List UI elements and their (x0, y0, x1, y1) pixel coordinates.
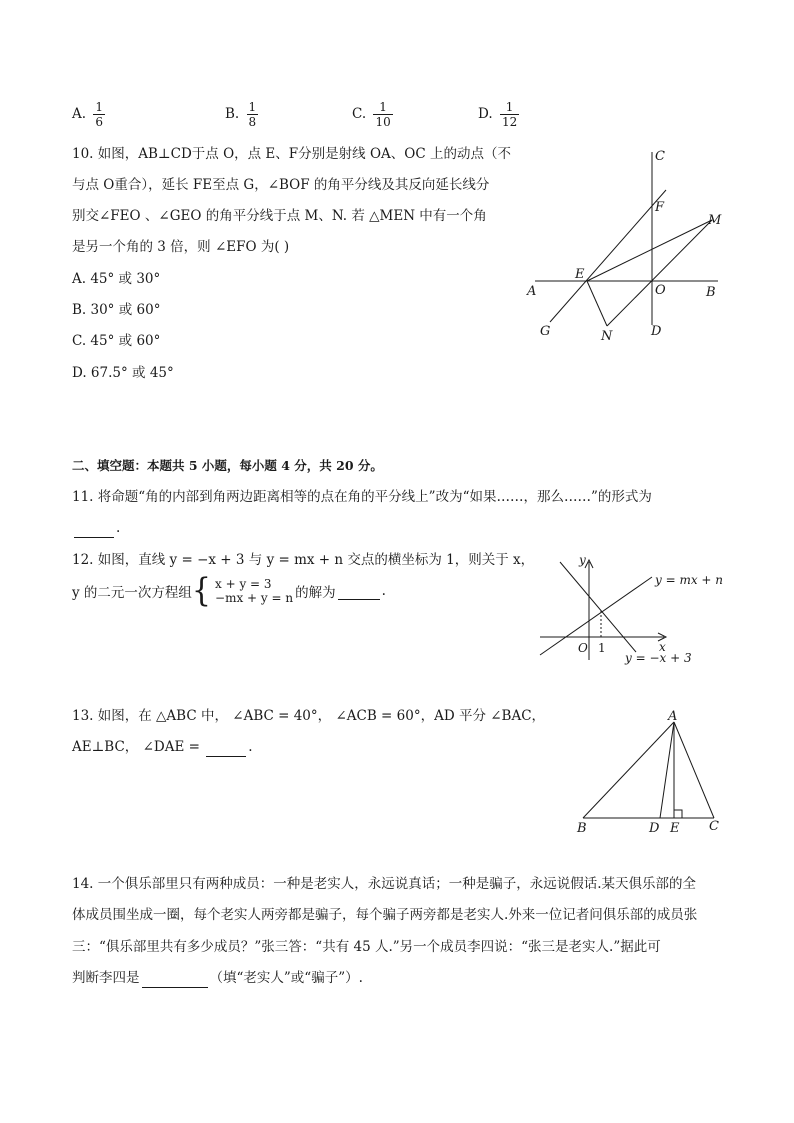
answer-blank[interactable] (338, 583, 380, 600)
label-n: N (601, 329, 613, 344)
q10-line-3: 别交∠FEO 、∠GEO 的角平分线于点 M、N. 若 △MEN 中有一个角 (72, 208, 487, 224)
line-en (587, 281, 607, 326)
label-o: O (655, 283, 666, 298)
line-em (587, 220, 712, 281)
q10-figure (520, 140, 730, 350)
line-label-mx-n: y = mx + n (655, 573, 724, 587)
tick-label: 1 (598, 641, 606, 655)
line-fg (550, 190, 666, 322)
system-brace: { (191, 571, 212, 610)
side-ac (674, 722, 714, 818)
q10-option-b: B. 30° 或 60° (72, 302, 161, 318)
line-label-neg-x-3: y = −x + 3 (625, 651, 692, 665)
q10-option-c: C. 45° 或 60° (72, 333, 161, 349)
label-e: E (575, 267, 585, 282)
label-m: M (708, 213, 722, 228)
segment-ad (660, 722, 674, 818)
origin-label: O (578, 641, 588, 655)
right-angle-mark (674, 810, 682, 818)
y-axis-label: y (579, 553, 586, 567)
q12-graph (535, 545, 725, 670)
side-ab (583, 722, 674, 818)
fraction: $\frac{1}{8}$ (248, 100, 257, 129)
q9-option-a: A. $\frac{1}{6}$ (72, 100, 103, 129)
label-g: G (540, 324, 551, 339)
label-a: A (527, 284, 537, 299)
label-f: F (655, 200, 665, 215)
label-d: D (649, 821, 660, 836)
q10-option-a: A. 45° 或 30° (72, 271, 161, 287)
q9-option-d: D. $\frac{1}{12}$ (478, 100, 518, 129)
line-y-neg-x-3 (560, 562, 636, 652)
q10-option-d: D. 67.5° 或 45° (72, 365, 174, 381)
q11-line-2: . (72, 518, 120, 538)
label-a: A (668, 709, 678, 724)
answer-blank[interactable] (74, 521, 114, 538)
q12-line-2: y 的二元一次方程组 { x + y = 3 −mx + y = n 的解为 . (72, 571, 386, 610)
section-2-heading: 二、填空题：本题共 5 小题，每小题 4 分，共 20 分。 (72, 458, 383, 473)
label-c: C (655, 149, 665, 164)
label-b: B (706, 285, 716, 300)
label-c: C (709, 819, 719, 834)
fraction: $\frac{1}{6}$ (95, 100, 103, 129)
q9-option-c: C. $\frac{1}{10}$ (352, 100, 391, 129)
q11-line-1: 11. 将命题“角的内部到角两边距离相等的点在角的平分线上”改为“如果……，那么……”的形式为 (72, 489, 652, 505)
label-d: D (651, 324, 662, 339)
label-e: E (670, 821, 680, 836)
q10-line-4: 是另一个角的 3 倍，则 ∠EFO 为( ) (72, 239, 290, 255)
answer-blank[interactable] (142, 971, 208, 988)
fraction: $\frac{1}{10}$ (375, 100, 391, 129)
answer-blank[interactable] (206, 740, 246, 757)
q14-line-3: 三：“俱乐部里共有多少成员？”张三答：“共有 45 人.”另一个成员李四说：“张三是老实人.”据此可 (72, 939, 661, 955)
line-nm (607, 220, 712, 326)
fraction: $\frac{1}{12}$ (501, 100, 518, 129)
label-b: B (577, 821, 587, 836)
x-axis-label: x (659, 640, 666, 654)
q10-line-2: 与点 O重合），延长 FE至点 G，∠BOF 的角平分线及其反向延长线分 (72, 177, 490, 193)
q10-line-1: 10. 如图，AB⊥CD于点 O，点 E、F分别是射线 OA、OC 上的动点（不 (72, 146, 511, 162)
q14-line-4: 判断李四是 （填“老实人”或“骗子”）. (72, 970, 363, 986)
line-y-mx-n (540, 577, 652, 655)
q14-line-2: 体成员围坐成一圈，每个老实人两旁都是骗子，每个骗子两旁都是老实人.外来一位记者问俱乐部的成员张 (72, 907, 698, 923)
q13-line-2: AE⊥BC， ∠DAE = . (72, 739, 253, 755)
q13-figure (570, 705, 730, 840)
q13-line-1: 13. 如图，在 △ABC 中， ∠ABC = 40°， ∠ACB = 60°，AD 平分 ∠BAC， (72, 708, 546, 724)
equation-system: x + y = 3 −mx + y = n (215, 577, 294, 605)
q12-line-1: 12. 如图，直线 y = −x + 3 与 y = mx + n 交点的横坐标为 1，则关于 x， (72, 552, 535, 568)
q9-option-b: B. $\frac{1}{8}$ (225, 100, 257, 129)
q14-line-1: 14. 一个俱乐部里只有两种成员：一种是老实人，永远说真话；一种是骗子，永远说假话.某天俱乐部的全 (72, 876, 697, 892)
